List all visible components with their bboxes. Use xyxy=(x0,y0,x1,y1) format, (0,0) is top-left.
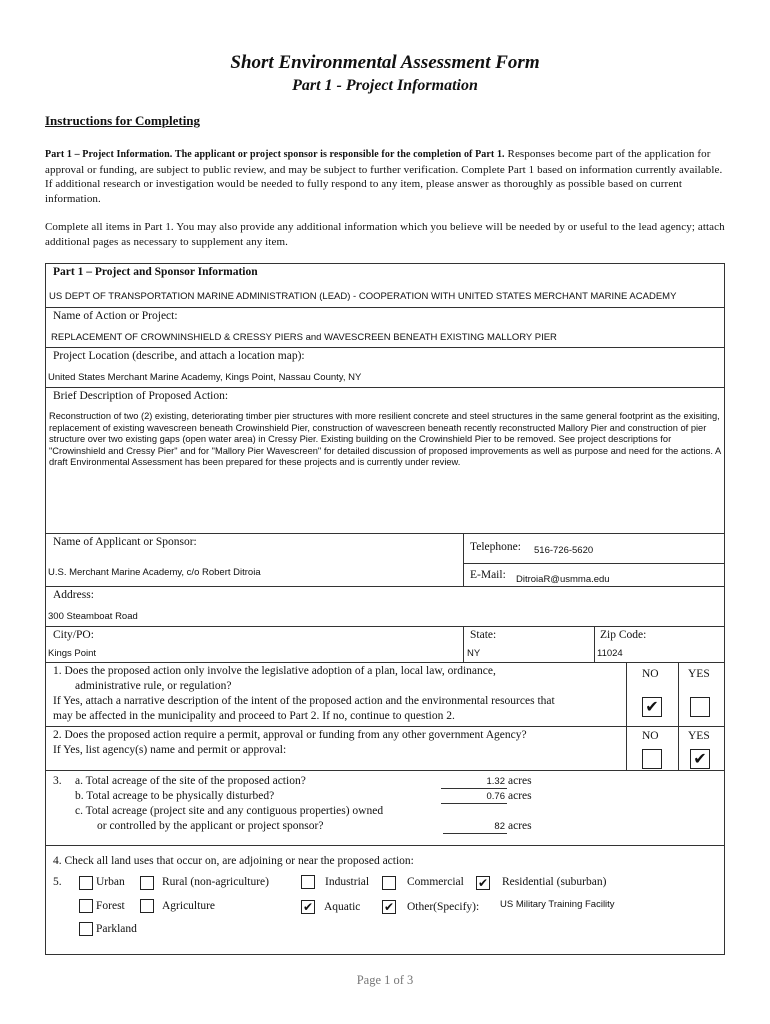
q1-text-line-2: administrative rule, or regulation? xyxy=(75,680,232,692)
agriculture-label: Agriculture xyxy=(162,900,216,912)
q1-yes-checkbox[interactable] xyxy=(690,697,710,717)
action-name-value[interactable]: REPLACEMENT OF CROWNINSHIELD & CRESSY PIERS and WAVESCREEN BENEATH EXISTING MALLORY PIER xyxy=(51,332,557,343)
residential-label: Residential (suburban) xyxy=(502,876,607,888)
q3-a-text: a. Total acreage of the site of the proposed action? xyxy=(75,775,306,787)
q3-c-value[interactable]: 82 xyxy=(494,821,505,832)
q1-no-label: NO xyxy=(642,668,659,680)
q2-yes-checkbox[interactable]: ✔ xyxy=(690,749,710,769)
location-label: Project Location (describe, and attach a location map): xyxy=(53,350,305,362)
other-value[interactable]: US Military Training Facility xyxy=(500,899,615,910)
email-value[interactable]: DitroiaR@usmma.edu xyxy=(516,574,610,585)
commercial-label: Commercial xyxy=(407,876,464,888)
state-label: State: xyxy=(470,629,497,641)
parkland-label: Parkland xyxy=(96,923,137,935)
instructions-paragraph-2: Complete all items in Part 1. You may also provide any additional information which you believe will be needed by or useful to the lead agency; attach additional pages as necessary to supplement any item. xyxy=(45,221,725,248)
other-label: Other(Specify): xyxy=(407,901,480,913)
telephone-value[interactable]: 516-726-5620 xyxy=(534,545,594,556)
q3-b-text: b. Total acreage to be physically disturbed? xyxy=(75,790,275,802)
industrial-checkbox[interactable] xyxy=(301,875,315,889)
state-value[interactable]: NY xyxy=(467,648,481,659)
urban-label: Urban xyxy=(96,876,125,888)
telephone-label: Telephone: xyxy=(470,541,521,553)
industrial-label: Industrial xyxy=(325,876,370,888)
q3-b-value[interactable]: 0.76 xyxy=(486,791,505,802)
q1-text-line-1: 1. Does the proposed action only involve the legislative adoption of a plan, local law, ordinance, xyxy=(53,665,496,677)
zip-value[interactable]: 11024 xyxy=(597,648,623,659)
location-value[interactable]: United States Merchant Marine Academy, Kings Point, Nassau County, NY xyxy=(48,372,362,383)
q1-text-line-3: If Yes, attach a narrative description of the intent of the proposed action and the environmental resources that xyxy=(53,695,555,707)
residential-checkbox[interactable]: ✔ xyxy=(477,876,489,890)
form-title: Short Environmental Assessment Form xyxy=(230,52,540,73)
q3-number: 3. xyxy=(53,775,62,787)
email-label: E-Mail: xyxy=(470,569,506,581)
q2-no-checkbox[interactable] xyxy=(642,749,662,769)
section-title: Part 1 – Project and Sponsor Information xyxy=(53,266,258,278)
q3-c-text-1: c. Total acreage (project site and any contiguous properties) owned xyxy=(75,805,384,817)
q2-text-line-1: 2. Does the proposed action require a permit, approval or funding from any other government Agency? xyxy=(53,729,527,741)
q3-b-unit: acres xyxy=(508,790,532,802)
description-value[interactable]: Reconstruction of two (2) existing, deteriorating timber pier structures with more resilient concrete and steel structures in the same general footprint as the exisiting, replacement of existing wavescreen beneath Crowinshield Pier, construction of wavescreen beneath recently reconstructed Mallory Pier and construction of pier structure over two existing gaps (open water area) in Cressy Pier. Existing building on the Crowinshield Pier to be removed. See project descriptions for "Crowinshield and Cressy Pier" and for "Mallory Pier Wavescreen" for detailed discussion of proposed improvements as well as purpose and need for the actions. A draft Environmental Assessment has been prepared for these projects and is currently under review. xyxy=(49,411,721,467)
instructions-paragraph-1-text: Responses become part of the application for approval or funding, are subject to public review, and may be subject to further verification. Complete Part 1 based on information currently available. If additional research or investigation would be needed to fully respond to any item, please answer as thoroughly as possible based on current information. xyxy=(45,148,723,205)
q1-text-line-4: may be affected in the municipality and proceed to Part 2. If no, continue to question 2. xyxy=(53,710,455,722)
applicant-label: Name of Applicant or Sponsor: xyxy=(53,536,197,548)
q3-c-text-2: or controlled by the applicant or project sponsor? xyxy=(97,820,324,832)
urban-checkbox[interactable] xyxy=(79,876,93,890)
q3-c-unit: acres xyxy=(508,820,532,832)
q4-text: 4. Check all land uses that occur on, are adjoining or near the proposed action: xyxy=(53,855,414,867)
instructions-bold-lead: Part 1 – Project Information. The applicant or project sponsor is responsible for the completion of Part 1. xyxy=(45,149,505,160)
q3-a-value[interactable]: 1.32 xyxy=(486,776,505,787)
forest-checkbox[interactable] xyxy=(79,899,93,913)
sponsor-value: US DEPT OF TRANSPORTATION MARINE ADMINISTRATION (LEAD) - COOPERATION WITH UNITED STATES MERCHANT MARINE ACADEMY xyxy=(49,291,677,302)
q2-yes-label: YES xyxy=(688,730,710,742)
action-name-label: Name of Action or Project: xyxy=(53,310,178,322)
description-label: Brief Description of Proposed Action: xyxy=(53,390,229,402)
instructions-heading: Instructions for Completing xyxy=(45,113,201,128)
instructions-paragraph-1 xyxy=(45,147,725,206)
aquatic-checkbox[interactable]: ✔ xyxy=(302,900,314,914)
form-subtitle: Part 1 - Project Information xyxy=(292,77,478,94)
q1-no-checkbox[interactable]: ✔ xyxy=(642,697,662,717)
applicant-value[interactable]: U.S. Merchant Marine Academy, c/o Robert Ditroia xyxy=(48,567,261,578)
q1-yes-label: YES xyxy=(688,668,710,680)
rural-label: Rural (non-agriculture) xyxy=(162,876,269,888)
parkland-checkbox[interactable] xyxy=(79,922,93,936)
city-label: City/PO: xyxy=(53,629,94,641)
other-checkbox[interactable]: ✔ xyxy=(383,900,395,914)
agriculture-checkbox[interactable] xyxy=(140,899,154,913)
aquatic-label: Aquatic xyxy=(324,901,361,913)
page-number: Page 1 of 3 xyxy=(356,973,414,987)
rural-checkbox[interactable] xyxy=(140,876,154,890)
address-label: Address: xyxy=(53,589,94,601)
forest-label: Forest xyxy=(96,900,125,912)
city-value[interactable]: Kings Point xyxy=(48,648,97,659)
q2-text-line-2: If Yes, list agency(s) name and permit or approval: xyxy=(53,744,287,756)
q2-no-label: NO xyxy=(642,730,659,742)
form-box xyxy=(45,263,725,955)
zip-label: Zip Code: xyxy=(600,629,647,641)
address-value[interactable]: 300 Steamboat Road xyxy=(48,611,138,622)
q3-a-unit: acres xyxy=(508,775,532,787)
q5-number: 5. xyxy=(53,876,62,888)
commercial-checkbox[interactable] xyxy=(382,876,396,890)
